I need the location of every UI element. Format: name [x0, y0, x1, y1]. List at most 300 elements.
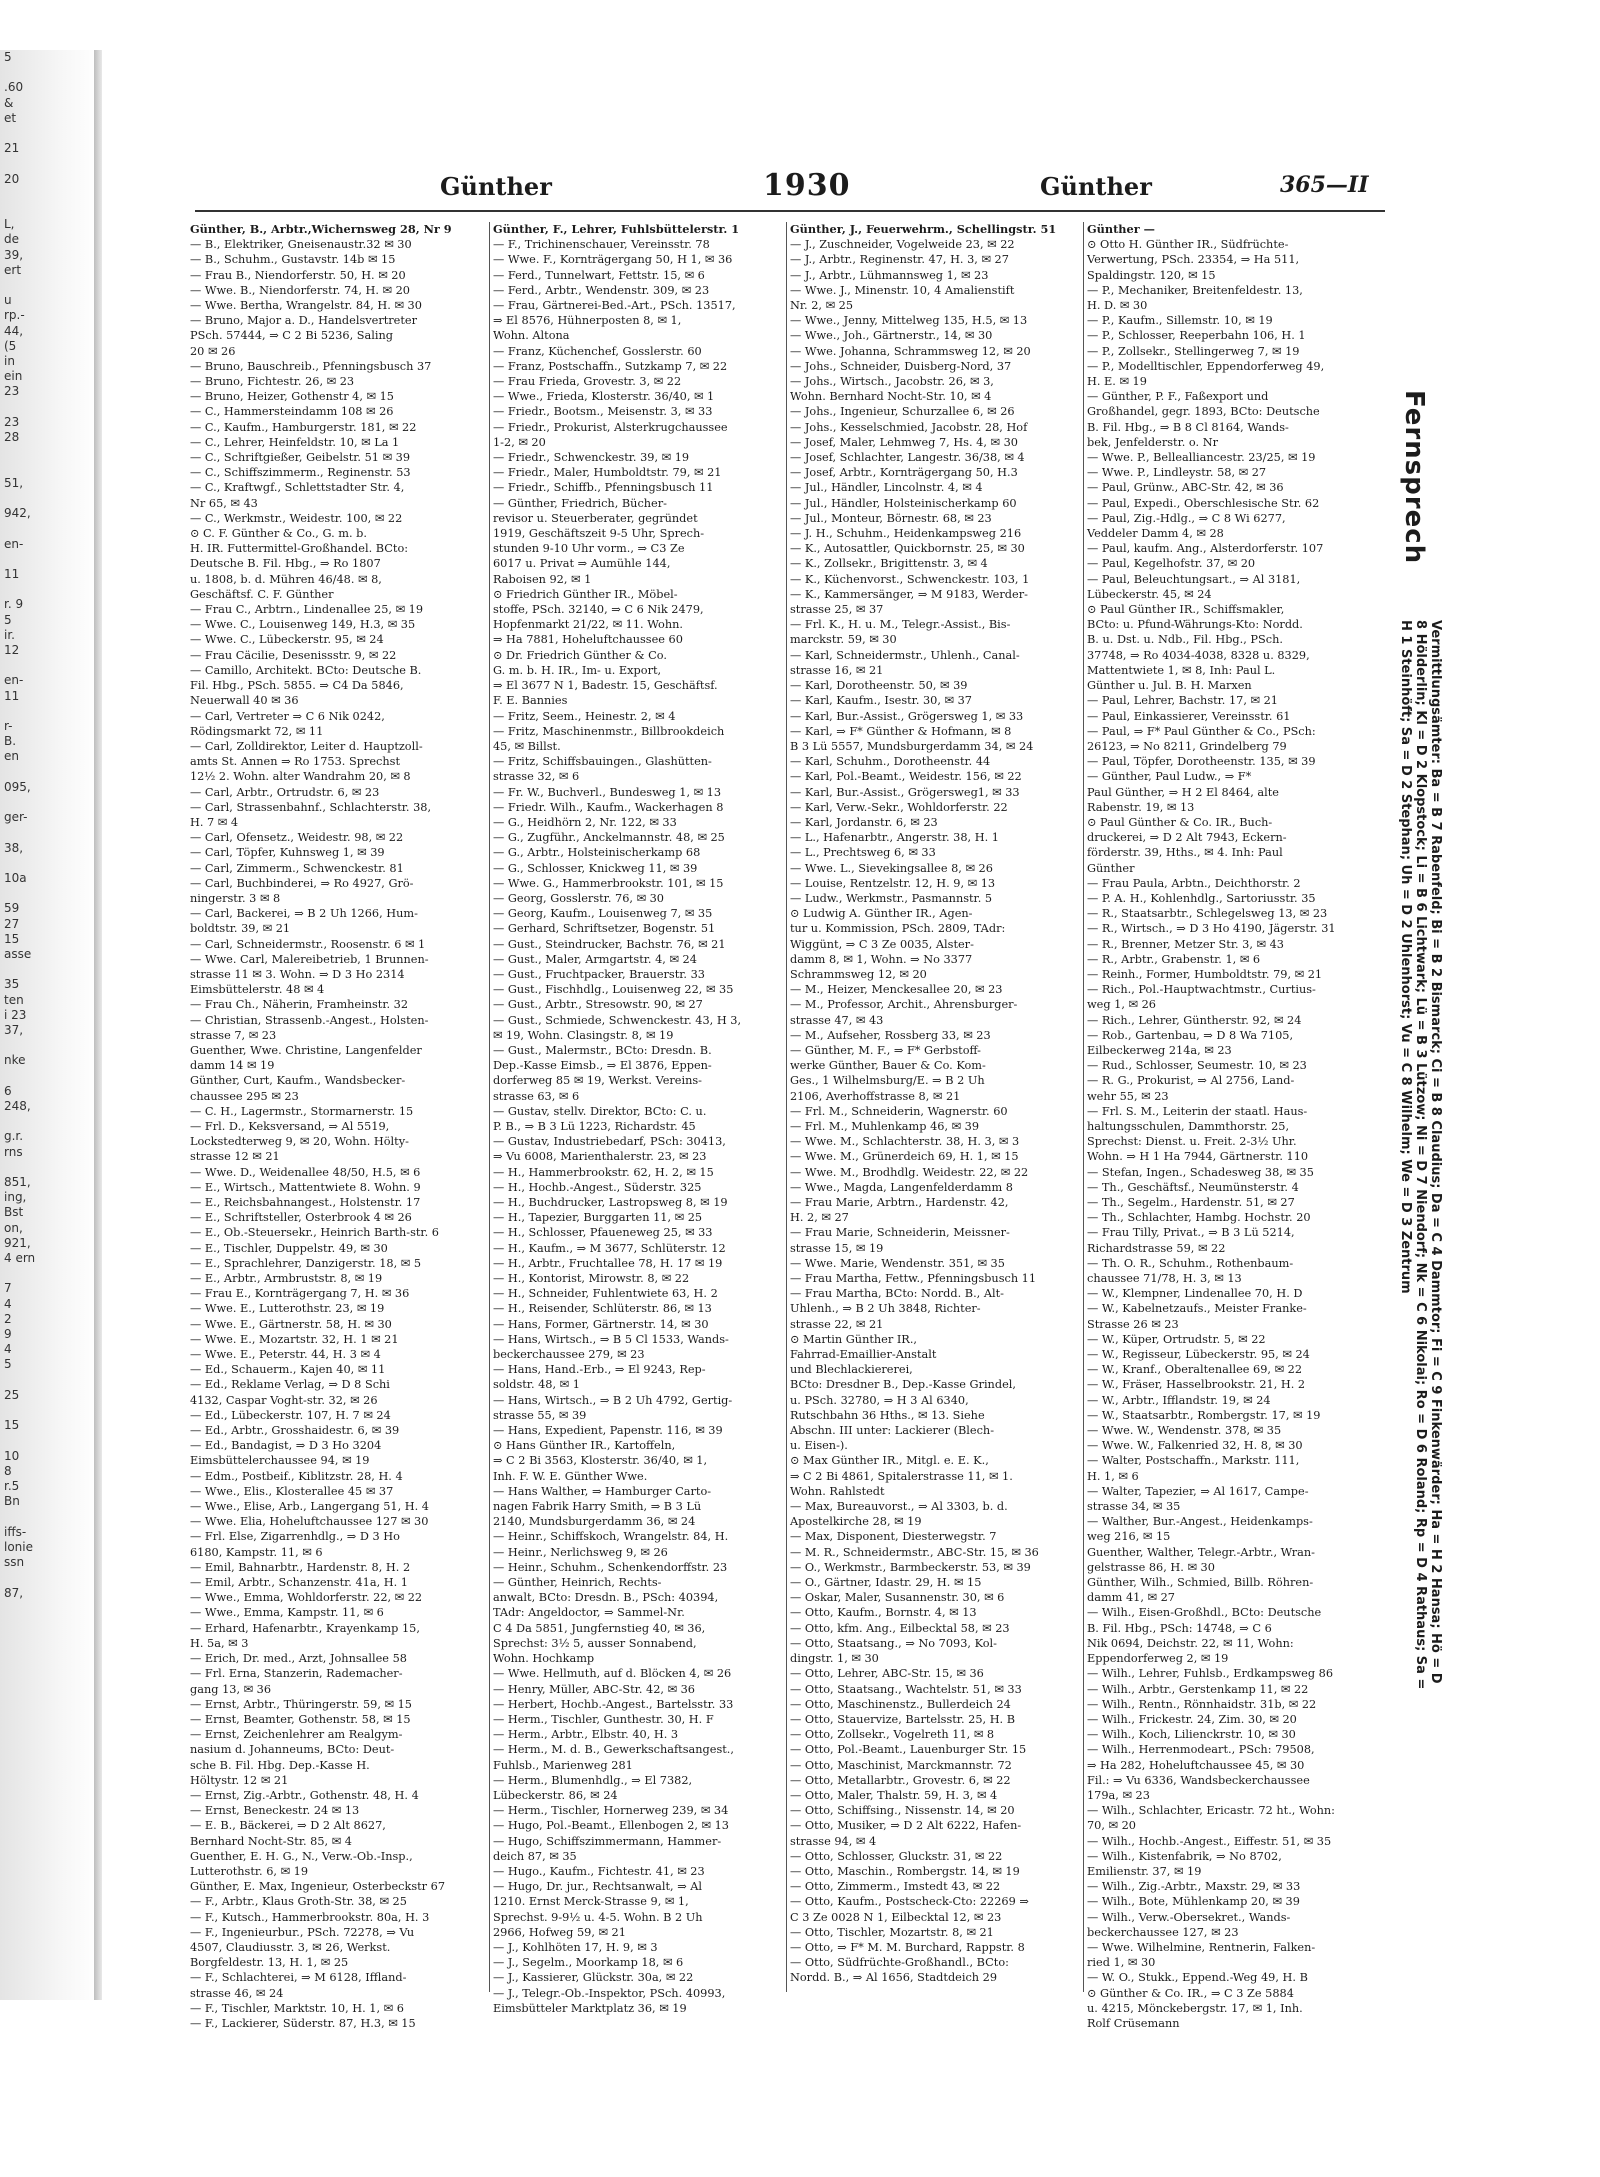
- directory-entry-line: — W. O., Stukk., Eppend.-Weg 49, H. B: [1087, 1971, 1308, 1985]
- directory-entry-line: Raboisen 92, ✉ 1: [493, 572, 592, 586]
- directory-entry-line: werke Günther, Bauer & Co. Kom-: [790, 1059, 986, 1073]
- directory-entry-line: marckstr. 59, ✉ 30: [790, 633, 897, 647]
- margin-fragment: 21: [4, 141, 20, 156]
- margin-fragment: asse: [4, 946, 32, 961]
- directory-entry-line: — Otto, ⇒ F* M. M. Burchard, Rappstr. 8: [790, 1940, 1025, 1954]
- directory-entry-line: — Frau Cäcilie, Desenissstr. 9, ✉ 22: [190, 648, 397, 662]
- directory-entry-line: Rabenstr. 19, ✉ 13: [1087, 800, 1195, 814]
- directory-entry-line: — Wwe. L., Sievekingsallee 8, ✉ 26: [790, 861, 993, 875]
- margin-fragment: [0, 704, 100, 719]
- directory-entry-line: chaussee 71/78, H. 3, ✉ 13: [1087, 1272, 1242, 1286]
- directory-entry-line: — Frl. D., Keksversand, ⇒ Al 5519,: [190, 1119, 390, 1133]
- directory-entry-line: — R. G., Prokurist, ⇒ Al 2756, Land-: [1087, 1074, 1295, 1088]
- directory-entry-line: stoffe, PSch. 32140, ⇒ C 6 Nik 2479,: [493, 603, 704, 617]
- directory-entry-line: — Reinh., Former, Humboldtstr. 79, ✉ 21: [1087, 967, 1323, 981]
- column-divider: [489, 222, 490, 1992]
- directory-entry-line: — L., Prechtsweg 6, ✉ 33: [790, 846, 936, 860]
- directory-entry-line: gang 13, ✉ 36: [190, 1682, 272, 1696]
- directory-entry-line: — Wilh., Arbtr., Gerstenkamp 11, ✉ 22: [1087, 1682, 1309, 1696]
- directory-entry-line: Eimsbüttelerstr. 48 ✉ 4: [190, 983, 325, 997]
- directory-entry-line: — Otto, kfm. Ang., Eilbecktal 58, ✉ 23: [790, 1621, 1010, 1635]
- directory-entry-line: — Otto, Staatsang., ⇒ No 7093, Kol-: [790, 1636, 997, 1650]
- margin-fragment: 11: [4, 688, 20, 703]
- directory-entry-line: — M., Aufseher, Rossberg 33, ✉ 23: [790, 1028, 991, 1042]
- directory-entry-line: — Wilh., Kistenfabrik, ⇒ No 8702,: [1087, 1849, 1282, 1863]
- directory-entry-line: — Wwe. M., Brodhdlg. Weidestr. 22, ✉ 22: [790, 1165, 1029, 1179]
- previous-page-margin: [0, 50, 100, 2000]
- margin-fragment: 8: [4, 1463, 12, 1478]
- directory-entry-line: — Otto, Kaufm., Bornstr. 4, ✉ 13: [790, 1606, 977, 1620]
- directory-entry-line: — Friedr., Schwenckestr. 39, ✉ 19: [493, 451, 690, 465]
- directory-entry-line: — Ferd., Arbtr., Wendenstr. 309, ✉ 23: [493, 283, 710, 297]
- directory-entry-line: Nr 65, ✉ 43: [190, 496, 258, 510]
- directory-entry-line: beckerchaussee 127, ✉ 23: [1087, 1925, 1239, 1939]
- margin-fragment: g.r.: [4, 1129, 24, 1144]
- directory-entry-line: Fuhlsb., Marienweg 281: [493, 1758, 633, 1772]
- directory-entry-line: 2140, Mundsburgerdamm 36, ✉ 24: [493, 1515, 696, 1529]
- margin-fragment: [0, 658, 100, 673]
- directory-entry-line: 4132, Caspar Voght-str. 32, ✉ 26: [190, 1393, 378, 1407]
- directory-entry-line: — Paul, ⇒ F* Paul Günther & Co., PSch:: [1087, 724, 1316, 738]
- directory-entry-line: — Th., Geschäftsf., Neumünsterstr. 4: [1087, 1180, 1299, 1194]
- directory-entry-line: — C., Lehrer, Heinfeldstr. 10, ✉ La 1: [190, 435, 400, 449]
- directory-column-1: [190, 222, 488, 2030]
- directory-entry-line: H. 2, ✉ 27: [790, 1211, 849, 1225]
- directory-entry-line: — Wwe. E., Mozartstr. 32, H. 1 ✉ 21: [190, 1332, 399, 1346]
- directory-entry-line: H. 7 ✉ 4: [190, 815, 239, 829]
- directory-entry-line: Uhlenh., ⇒ B 2 Uh 3848, Richter-: [790, 1302, 981, 1316]
- directory-entry-line: — O., Werkmstr., Barmbeckerstr. 53, ✉ 39: [790, 1560, 1031, 1574]
- directory-entry-line: — Carl, Zimmerm., Schwenckestr. 81: [190, 861, 404, 875]
- directory-entry-line: — Frau Tilly, Privat., ⇒ B 3 Lü 5214,: [1087, 1226, 1295, 1240]
- directory-entry-line: — Otto, Südfrüchte-Großhandl., BCto:: [790, 1956, 1009, 1970]
- margin-fragment: [0, 1403, 100, 1418]
- margin-fragment: B.: [4, 734, 17, 749]
- margin-fragment: [0, 962, 100, 977]
- directory-entry-line: — R., Arbtr., Grabenstr. 1, ✉ 6: [1087, 952, 1261, 966]
- directory-entry-line: — Walter, Postschaffn., Markstr. 111,: [1087, 1454, 1300, 1468]
- directory-entry-line: — J., Kohlhöten 17, H. 9, ✉ 3: [493, 1940, 658, 1954]
- directory-entry-line: — Frau Paula, Arbtn., Deichthorstr. 2: [1087, 876, 1301, 890]
- directory-entry-line: H. E. ✉ 19: [1087, 375, 1147, 389]
- margin-fragment: ssn: [4, 1555, 25, 1570]
- directory-entry-line: C 3 Ze 0028 N 1, Eilbecktal 12, ✉ 23: [790, 1910, 1002, 1924]
- directory-entry-line: — Wwe. Bertha, Wrangelstr. 84, H. ✉ 30: [190, 299, 422, 313]
- directory-entry-line: ⇒ El 8576, Hühnerposten 8, ✉ 1,: [493, 314, 682, 328]
- directory-entry-line: — J., Arbtr., Reginenstr. 47, H. 3, ✉ 27: [790, 253, 1009, 267]
- header-right-name: Günther: [1040, 172, 1152, 201]
- directory-entry-line: — Wwe. Elia, Hoheluftchaussee 127 ✉ 30: [190, 1515, 429, 1529]
- directory-entry-line: strasse 12 ✉ 21: [190, 1150, 280, 1164]
- directory-entry-line: strasse 22, ✉ 21: [790, 1317, 884, 1331]
- directory-entry-line: — Günther, Paul Ludw., ⇒ F*: [1087, 770, 1252, 784]
- directory-entry-line: — J., Arbtr., Lühmannsweg 1, ✉ 23: [790, 268, 989, 282]
- directory-entry-line: ✉ 19, Wohn. Clasingstr. 8, ✉ 19: [493, 1028, 674, 1042]
- directory-entry-line: — Th., Schlachter, Hambg. Hochstr. 20: [1087, 1211, 1311, 1225]
- directory-entry-line: Großhandel, gegr. 1893, BCto: Deutsche: [1087, 405, 1320, 419]
- directory-entry-line: — J. H., Schuhm., Heidenkampsweg 216: [790, 527, 1022, 541]
- directory-entry-line: — Ernst, Beneckestr. 24 ✉ 13: [190, 1804, 360, 1818]
- margin-fragment: 39,: [4, 247, 24, 262]
- directory-entry-line: — Frl. K., H. u. M., Telegr.-Assist., Bis-: [790, 618, 1011, 632]
- directory-entry-line: chaussee 295 ✉ 23: [190, 1089, 299, 1103]
- directory-entry-line: — Frau Ch., Näherin, Framheinstr. 32: [190, 998, 409, 1012]
- directory-entry-line: boldtstr. 39, ✉ 21: [190, 922, 291, 936]
- directory-entry-line: Günther, Curt, Kaufm., Wandsbecker-: [190, 1074, 406, 1088]
- margin-fragment: ir.: [4, 627, 15, 642]
- directory-entry-line: Deutsche B. Fil. Hbg., ⇒ Ro 1807: [190, 557, 381, 571]
- directory-entry-line: — Wilh., Eisen-Großhdl., BCto: Deutsche: [1087, 1606, 1322, 1620]
- directory-entry-line: Rödingsmarkt 72, ✉ 11: [190, 724, 324, 738]
- directory-entry-line: Dep.-Kasse Eimsb., ⇒ El 3876, Eppen-: [493, 1059, 712, 1073]
- margin-fragment: 6: [4, 1083, 12, 1098]
- directory-entry-line: — Gust., Arbtr., Stresowstr. 90, ✉ 27: [493, 998, 703, 1012]
- directory-entry-line: — Gerhard, Schriftsetzer, Bogenstr. 51: [493, 922, 716, 936]
- directory-entry-line: Sprechst. 9-9½ u. 4-5. Wohn. B 2 Uh: [493, 1910, 703, 1924]
- margin-fragment: Bn: [4, 1494, 20, 1509]
- margin-fragment: [0, 278, 100, 293]
- directory-entry-line: nagen Fabrik Harry Smith, ⇒ B 3 Lü: [493, 1500, 702, 1514]
- directory-entry-line: strasse 25, ✉ 37: [790, 603, 884, 617]
- directory-entry-line: 1210. Ernst Merck-Strasse 9, ✉ 1,: [493, 1895, 689, 1909]
- directory-entry-line: — Paul, Einkassierer, Vereinsstr. 61: [1087, 709, 1291, 723]
- directory-entry-line: — Friedr., Schiffb., Pfenningsbusch 11: [493, 481, 714, 495]
- directory-entry-line: — O., Gärtner, Idastr. 29, H. ✉ 15: [790, 1576, 982, 1590]
- directory-entry-line: — G., Schlosser, Knickweg 11, ✉ 39: [493, 861, 698, 875]
- directory-entry-line: Schrammsweg 12, ✉ 20: [790, 967, 927, 981]
- directory-entry-line: — Georg, Kaufm., Louisenweg 7, ✉ 35: [493, 907, 713, 921]
- directory-entry-line: soldstr. 48, ✉ 1: [493, 1378, 580, 1392]
- directory-entry-line: — Camillo, Architekt. BCto: Deutsche B.: [190, 663, 422, 677]
- directory-entry-line: — R., Staatsarbtr., Schlegelsweg 13, ✉ 23: [1087, 907, 1328, 921]
- directory-entry-line: u. Eisen-).: [790, 1439, 848, 1453]
- directory-entry-line: — Karl, Jordanstr. 6, ✉ 23: [790, 815, 938, 829]
- directory-entry-line: — Frau, Gärtnerei-Bed.-Art., PSch. 13517,: [493, 299, 736, 313]
- directory-entry-line: 26123, ⇒ No 8211, Grindelberg 79: [1087, 739, 1287, 753]
- directory-entry-line: — Carl, Backerei, ⇒ B 2 Uh 1266, Hum-: [190, 907, 418, 921]
- margin-fragment: ein: [4, 369, 23, 384]
- directory-entry-line: strasse 11 ✉ 3. Wohn. ⇒ D 3 Ho 2314: [190, 967, 405, 981]
- margin-fragment: [0, 65, 100, 80]
- directory-entry-line: — Jul., Händler, Lincolnstr. 4, ✉ 4: [790, 481, 983, 495]
- margin-fragment: [0, 1570, 100, 1585]
- margin-fragment: [0, 491, 100, 506]
- directory-column-4: [1087, 222, 1385, 2030]
- margin-fragment: 37,: [4, 1023, 24, 1037]
- directory-entry-line: strasse 15, ✉ 19: [790, 1241, 884, 1255]
- directory-entry-line: — Heinr., Schiffskoch, Wrangelstr. 84, H.: [493, 1530, 729, 1544]
- margin-fragment: 87,: [4, 1585, 24, 1600]
- margin-fragment: 10: [4, 1448, 20, 1463]
- directory-entry-line: — Frau B., Niendorferstr. 50, H. ✉ 20: [190, 268, 406, 282]
- directory-entry-line: — Christian, Strassenb.-Angest., Holsten-: [190, 1013, 429, 1027]
- directory-entry-line: — Ed., Arbtr., Grosshaidestr. 6, ✉ 39: [190, 1424, 400, 1438]
- margin-fragment: 851,: [4, 1175, 31, 1190]
- directory-entry-line: — G., Heidhörn 2, Nr. 122, ✉ 33: [493, 815, 677, 829]
- directory-entry-line: 2966, Hofweg 59, ✉ 21: [493, 1925, 626, 1939]
- directory-entry-line: — Otto, Maler, Thalstr. 59, H. 3, ✉ 4: [790, 1788, 998, 1802]
- margin-fragment: [0, 1373, 100, 1388]
- directory-entry-line: — Johs., Ingenieur, Schurzallee 6, ✉ 26: [790, 405, 1015, 419]
- directory-entry-line: Lutterothstr. 6, ✉ 19: [190, 1864, 309, 1878]
- directory-entry-line: — P., Kaufm., Sillemstr. 10, ✉ 19: [1087, 314, 1273, 328]
- directory-entry-line: H. 5a, ✉ 3: [190, 1636, 249, 1650]
- directory-column-3: [790, 222, 1088, 2012]
- margin-fragment: (5: [4, 338, 17, 353]
- directory-entry-line: — H., Reisender, Schlüterstr. 86, ✉ 13: [493, 1302, 712, 1316]
- directory-entry-line: strasse 7, ✉ 23: [190, 1028, 277, 1042]
- directory-entry-line: G. m. b. H. IR., Im- u. Export,: [493, 663, 662, 677]
- directory-entry-line: — Otto, Kaufm., Postscheck-Cto: 22269 ⇒: [790, 1895, 1029, 1909]
- directory-entry-line: — Otto, Zimmerm., Imstedt 43, ✉ 22: [790, 1880, 1001, 1894]
- margin-fragment: [0, 1069, 100, 1084]
- directory-entry-line: 12½ 2. Wohn. alter Wandrahm 20, ✉ 8: [190, 770, 411, 784]
- directory-entry-line: — Karl, Schuhm., Dorotheenstr. 44: [790, 755, 991, 769]
- directory-entry-line: — Walter, Tapezier, ⇒ Al 1617, Campe-: [1087, 1484, 1309, 1498]
- margin-fragment: r-: [4, 718, 13, 733]
- directory-entry-line: — Fritz, Maschinenmstr., Billbrookdeich: [493, 724, 725, 738]
- directory-entry-line: — Th. O. R., Schuhm., Rothenbaum-: [1087, 1256, 1294, 1270]
- margin-fragment: [0, 202, 100, 217]
- directory-entry-line: — E., Tischler, Duppelstr. 49, ✉ 30: [190, 1241, 388, 1255]
- directory-entry-line: — Ed., Schauerm., Kajen 40, ✉ 11: [190, 1363, 386, 1377]
- directory-entry-line: 6017 u. Privat ⇒ Aumühle 144,: [493, 557, 671, 571]
- directory-entry-line: — Karl, Pol.-Beamt., Weidestr. 156, ✉ 22: [790, 770, 1022, 784]
- directory-entry-line: damm 14 ✉ 19: [190, 1059, 275, 1073]
- directory-entry-line: — J., Zuschneider, Vogelweide 23, ✉ 22: [790, 238, 1015, 252]
- directory-entry-line: damm 41, ✉ 27: [1087, 1591, 1175, 1605]
- directory-entry-line: ⇒ Ha 282, Hoheluftchaussee 45, ✉ 30: [1087, 1758, 1305, 1772]
- directory-entry-line: — Wwe., Jenny, Mittelweg 135, H.5, ✉ 13: [790, 314, 1028, 328]
- margin-fragment: [0, 460, 100, 475]
- margin-fragment: 5: [4, 612, 12, 627]
- directory-entry-line: Wohn. Rahlstedt: [790, 1484, 885, 1498]
- directory-entry-line: — Wwe. G., Hammerbrookstr. 101, ✉ 15: [493, 876, 724, 890]
- margin-fragment: [0, 400, 100, 415]
- directory-entry-line: tur u. Kommission, PSch. 2809, TAdr:: [790, 922, 1006, 936]
- directory-entry-line: — Friedr., Maler, Humboldtstr. 79, ✉ 21: [493, 466, 722, 480]
- directory-entry-line: Eilbeckerweg 214a, ✉ 23: [1087, 1043, 1232, 1057]
- directory-entry-line: Günther, B., Arbtr.,Wichernsweg 28, Nr 9: [190, 222, 452, 236]
- margin-fragment: 4: [4, 1342, 12, 1357]
- directory-entry-line: — F., Schlachterei, ⇒ M 6128, Iffland-: [190, 1971, 407, 1985]
- directory-entry-line: — Johs., Wirtsch., Jacobstr. 26, ✉ 3,: [790, 375, 994, 389]
- directory-entry-line: — F., Kutsch., Hammerbrookstr. 80a, H. 3: [190, 1910, 430, 1924]
- directory-entry-line: Ges., 1 Wilhelmsburg/E. ⇒ B 2 Uh: [790, 1074, 985, 1088]
- header-rule: [195, 210, 1385, 212]
- directory-entry-line: B. Fil. Hbg., PSch: 14748, ⇒ C 6: [1087, 1621, 1272, 1635]
- margin-fragment: [0, 825, 100, 840]
- directory-entry-line: — Hans, Expedient, Papenstr. 116, ✉ 39: [493, 1424, 723, 1438]
- directory-entry-line: — Bruno, Heizer, Gothenstr 4, ✉ 15: [190, 390, 394, 404]
- directory-entry-line: ⊙ C. F. Günther & Co., G. m. b.: [190, 527, 367, 541]
- directory-entry-line: — P. A. H., Kohlenhdlg., Sartoriusstr. 35: [1087, 891, 1316, 905]
- directory-entry-line: Guenther, Walther, Telegr.-Arbtr., Wran-: [1087, 1545, 1315, 1559]
- directory-entry-line: Inh. F. W. E. Günther Wwe.: [493, 1469, 648, 1483]
- margin-fragment: in: [4, 354, 15, 369]
- directory-entry-line: — Wwe. Johanna, Schrammsweg 12, ✉ 20: [790, 344, 1031, 358]
- directory-entry-line: — Wwe. P., Bellealliancestr. 23/25, ✉ 19: [1087, 451, 1316, 465]
- directory-entry-line: — Walther, Bur.-Angest., Heidenkamps-: [1087, 1515, 1313, 1529]
- directory-entry-line: — Wwe. W., Falkenried 32, H. 8, ✉ 30: [1087, 1439, 1303, 1453]
- directory-entry-line: 4507, Claudiusstr. 3, ✉ 26, Werkst.: [190, 1940, 391, 1954]
- directory-entry-line: H. IR. Futtermittel-Großhandel. BCto:: [190, 542, 409, 556]
- header-year: 1930: [763, 168, 851, 203]
- directory-entry-line: strasse 63, ✉ 6: [493, 1089, 580, 1103]
- directory-entry-line: Nr. 2, ✉ 25: [790, 299, 854, 313]
- directory-entry-line: ⊙ Friedrich Günther IR., Möbel-: [493, 587, 678, 601]
- directory-entry-line: weg 1, ✉ 26: [1087, 998, 1156, 1012]
- directory-entry-line: ⊙ Max Günther IR., Mitgl. e. E. K.,: [790, 1454, 989, 1468]
- directory-entry-line: strasse 16, ✉ 21: [790, 663, 884, 677]
- directory-entry-line: Eimsbütteler Marktplatz 36, ✉ 19: [493, 2001, 687, 2015]
- directory-entry-line: 1-2, ✉ 20: [493, 435, 546, 449]
- directory-entry-line: — P., Modelltischler, Eppendorferweg 49,: [1087, 359, 1325, 373]
- directory-entry-line: — Otto, Staatsang., Wachtelstr. 51, ✉ 33: [790, 1682, 1022, 1696]
- directory-entry-line: — W., Kranf., Oberaltenallee 69, ✉ 22: [1087, 1363, 1303, 1377]
- directory-entry-line: strasse 32, ✉ 6: [493, 770, 580, 784]
- directory-entry-line: — Max, Disponent, Diesterwegstr. 7: [790, 1530, 997, 1544]
- exchange-codes: Vermittlungsämter: Ba = B 7 Rabenfeld; Bi = B 2 Bismarck; Ci = B 8 Claudius; Da = C 4 Dammtor; Fi = C 9 Finkenwärder; Ha = H 2 Hansa; Hö = D 8 Hölderlin; Kl = D 2 Klopstock; Li = B 6 Lichtwark; Lü = B 3 Lützow; Ni = D 7 Niendorf; Nk = C 6 Nikolai; Ro = D 6 Roland; Rp = D 4 Rathaus; Sa = H 1 Steinhöft; Sa = D 2 Stephan; Uh = D 2 Uhlenhorst; Vu = C 8 Wilhelm; We = D 3 Zentrum: [1398, 620, 1443, 1690]
- directory-entry-line: — Jul., Händler, Holsteinischerkamp 60: [790, 496, 1017, 510]
- directory-entry-line: — Wilh., Hochb.-Angest., Eiffestr. 51, ✉ 35: [1087, 1834, 1332, 1848]
- directory-entry-line: — Günther, P. F., Faßexport und: [1087, 390, 1269, 404]
- directory-entry-line: — Karl, Kaufm., Isestr. 30, ✉ 37: [790, 694, 972, 708]
- directory-entry-line: — Frl. Else, Zigarrenhdlg., ⇒ D 3 Ho: [190, 1530, 400, 1544]
- directory-entry-line: Wohn. ⇒ H 1 Ha 7944, Gärtnerstr. 110: [1087, 1150, 1309, 1164]
- directory-entry-line: ⇒ Ha 7881, Hoheluftchaussee 60: [493, 633, 683, 647]
- directory-entry-line: — H., Arbtr., Fruchtallee 78, H. 17 ✉ 19: [493, 1256, 723, 1270]
- directory-entry-line: — Ludw., Werkmstr., Pasmannstr. 5: [790, 891, 993, 905]
- directory-entry-line: ⇒ C 2 Bi 4861, Spitalerstrasse 11, ✉ 1.: [790, 1469, 1013, 1483]
- directory-entry-line: — Ed., Reklame Verlag, ⇒ D 8 Schi: [190, 1378, 390, 1392]
- directory-entry-line: — Herm., Tischler, Gunthestr. 30, H. F: [493, 1712, 714, 1726]
- directory-entry-line: — W., Küper, Ortrudstr. 5, ✉ 22: [1087, 1332, 1266, 1346]
- margin-fragment: [0, 552, 100, 567]
- directory-entry-line: Eimsbüttelerchaussee 94, ✉ 19: [190, 1454, 370, 1468]
- margin-fragment: [0, 1114, 100, 1129]
- directory-entry-line: — Otto, Zollsekr., Vogelreth 11, ✉ 8: [790, 1728, 995, 1742]
- directory-entry-line: — M., Heizer, Menckesallee 20, ✉ 23: [790, 983, 1003, 997]
- directory-entry-line: — Hans, Former, Gärtnerstr. 14, ✉ 30: [493, 1317, 709, 1331]
- directory-entry-line: — Gust., Fischhdlg., Louisenweg 22, ✉ 35: [493, 983, 734, 997]
- directory-entry-line: Eppendorferweg 2, ✉ 19: [1087, 1652, 1229, 1666]
- directory-entry-line: — Wwe., Magda, Langenfelderdamm 8: [790, 1180, 1013, 1194]
- margin-fragment: [0, 765, 100, 780]
- directory-entry-line: — Wwe. W., Wendenstr. 378, ✉ 35: [1087, 1424, 1282, 1438]
- margin-fragment: [0, 1266, 100, 1281]
- directory-entry-line: — J., Kassierer, Glückstr. 30a, ✉ 22: [493, 1971, 694, 1985]
- directory-entry-line: — Wilh., Bote, Mühlenkamp 20, ✉ 39: [1087, 1895, 1300, 1909]
- directory-entry-line: — Jul., Monteur, Börnestr. 68, ✉ 23: [790, 511, 992, 525]
- directory-entry-line: ⊙ Martin Günther IR.,: [790, 1332, 917, 1346]
- directory-entry-line: Fil.: ⇒ Vu 6336, Wandsbeckerchaussee: [1087, 1773, 1310, 1787]
- directory-entry-line: — Wwe. E., Lutterothstr. 23, ✉ 19: [190, 1302, 385, 1316]
- directory-entry-line: — K., Autosattler, Quickbornstr. 25, ✉ 30: [790, 542, 1025, 556]
- directory-entry-line: — Wwe. P., Lindleystr. 58, ✉ 27: [1087, 466, 1267, 480]
- directory-entry-line: — Otto, Schiffsing., Nissenstr. 14, ✉ 20: [790, 1804, 1015, 1818]
- directory-entry-line: 179a, ✉ 23: [1087, 1788, 1150, 1802]
- directory-entry-line: strasse 94, ✉ 4: [790, 1834, 877, 1848]
- directory-entry-line: Mattentwiete 1, ✉ 8, Inh: Paul L.: [1087, 663, 1276, 677]
- directory-entry-line: Wohn. Bernhard Nocht-Str. 10, ✉ 4: [790, 390, 992, 404]
- directory-entry-line: — Th., Segelm., Hardenstr. 51, ✉ 27: [1087, 1196, 1295, 1209]
- margin-fragment: [0, 126, 100, 141]
- directory-entry-line: — Herm., Blumenhdlg., ⇒ El 7382,: [493, 1773, 693, 1787]
- directory-entry-line: Veddeler Damm 4, ✉ 28: [1087, 527, 1224, 541]
- directory-entry-line: — Carl, Strassenbahnf., Schlachterstr. 38,: [190, 800, 432, 814]
- margin-fragment: r.5: [4, 1479, 20, 1494]
- directory-entry-line: 70, ✉ 20: [1087, 1819, 1136, 1833]
- directory-entry-line: P. B., ⇒ B 3 Lü 1223, Richardstr. 45: [493, 1119, 696, 1133]
- directory-entry-line: Nik 0694, Deichstr. 22, ✉ 11, Wohn:: [1087, 1636, 1294, 1650]
- directory-entry-line: — Carl, Zolldirektor, Leiter d. Hauptzoll-: [190, 739, 423, 753]
- directory-entry-line: — E., Sprachlehrer, Danzigerstr. 18, ✉ 5: [190, 1256, 422, 1270]
- directory-entry-line: — Wwe. C., Louisenweg 149, H.3, ✉ 35: [190, 618, 416, 632]
- directory-entry-line: B 3 Lü 5557, Mundsburgerdamm 34, ✉ 24: [790, 739, 1034, 753]
- directory-entry-line: — E., Wirtsch., Mattentwiete 8. Wohn. 9: [190, 1180, 421, 1194]
- column-divider: [786, 222, 787, 1992]
- margin-fragment: lonie: [4, 1539, 33, 1554]
- directory-entry-line: — Wwe. D., Weidenallee 48/50, H.5, ✉ 6: [190, 1165, 421, 1179]
- directory-entry-line: Lockstedterweg 9, ✉ 20, Wohn. Hölty-: [190, 1135, 409, 1149]
- directory-entry-line: — Wwe. B., Niendorferstr. 74, H. ✉ 20: [190, 283, 410, 297]
- directory-entry-line: Guenther, E. H. G., N., Verw.-Ob.-Insp.,: [190, 1849, 413, 1863]
- directory-entry-line: Wiggünt, ⇒ C 3 Ze 0035, Alster-: [790, 937, 974, 951]
- directory-entry-line: Hopfenmarkt 21/22, ✉ 11. Wohn.: [493, 618, 683, 632]
- directory-entry-line: — J., Telegr.-Ob.-Inspektor, PSch. 40993,: [493, 1986, 726, 2000]
- directory-entry-line: — Friedr., Prokurist, Alsterkrugchaussee: [493, 420, 728, 434]
- directory-entry-line: — Wwe. J., Minenstr. 10, 4 Amalienstift: [790, 283, 1015, 297]
- directory-entry-line: — Otto, Stauervize, Bartelsstr. 25, H. B: [790, 1712, 1016, 1726]
- directory-entry-line: Strasse 26 ✉ 23: [1087, 1317, 1179, 1331]
- directory-entry-line: — Carl, Töpfer, Kuhnsweg 1, ✉ 39: [190, 846, 385, 860]
- directory-entry-line: — K., Zollsekr., Brigittenstr. 3, ✉ 4: [790, 557, 988, 571]
- directory-entry-line: — R., Brenner, Metzer Str. 3, ✉ 43: [1087, 937, 1284, 951]
- directory-entry-line: 37748, ⇒ Ro 4034-4038, 8328 u. 8329,: [1087, 648, 1310, 662]
- margin-fragment: [0, 445, 100, 460]
- book-gutter: [94, 50, 102, 2000]
- margin-fragment: i 23: [4, 1007, 27, 1022]
- directory-entry-line: H. D. ✉ 30: [1087, 299, 1148, 313]
- directory-entry-line: — W., Arbtr., Ifflandstr. 19, ✉ 24: [1087, 1393, 1271, 1407]
- directory-entry-line: — Rob., Gartenbau, ⇒ D 8 Wa 7105,: [1087, 1028, 1294, 1042]
- margin-fragment: u: [4, 293, 12, 308]
- directory-entry-line: — Paul, Zig.-Hdlg., ⇒ C 8 Wi 6277,: [1087, 511, 1286, 525]
- directory-entry-line: — Hans, Wirtsch., ⇒ B 2 Uh 4792, Gertig-: [493, 1393, 733, 1407]
- directory-entry-line: — Josef, Schlachter, Langestr. 36/38, ✉ 4: [790, 451, 1025, 465]
- margin-fragment: 10a: [4, 870, 27, 885]
- margin-fragment: ert: [4, 262, 22, 277]
- directory-entry-line: — Gustav, Industriebedarf, PSch: 30413,: [493, 1135, 726, 1149]
- margin-fragment: [0, 795, 100, 810]
- directory-entry-line: — Josef, Arbtr., Kornträgergang 50, H.3: [790, 466, 1018, 480]
- directory-entry-line: — Otto, Schlosser, Gluckstr. 31, ✉ 22: [790, 1849, 1003, 1863]
- directory-entry-line: beckerchaussee 279, ✉ 23: [493, 1348, 645, 1362]
- directory-entry-line: — W., Klempner, Lindenallee 70, H. D: [1087, 1287, 1303, 1301]
- margin-fragment: 095,: [4, 779, 31, 794]
- margin-fragment: 59: [4, 901, 20, 916]
- margin-fragment: 5: [4, 1357, 12, 1372]
- directory-entry-line: 1919, Geschäftszeit 9-5 Uhr, Sprech-: [493, 527, 705, 541]
- margin-fragment: en: [4, 749, 19, 764]
- directory-entry-line: BCto: Dresdner B., Dep.-Kasse Grindel,: [790, 1378, 1016, 1392]
- margin-fragment: [0, 1433, 100, 1448]
- directory-entry-line: und Blechlackiererei,: [790, 1363, 913, 1377]
- margin-fragment: 51,: [4, 475, 24, 490]
- directory-entry-line: — M., Professor, Archit., Ahrensburger-: [790, 998, 1018, 1012]
- margin-fragment: [0, 521, 100, 536]
